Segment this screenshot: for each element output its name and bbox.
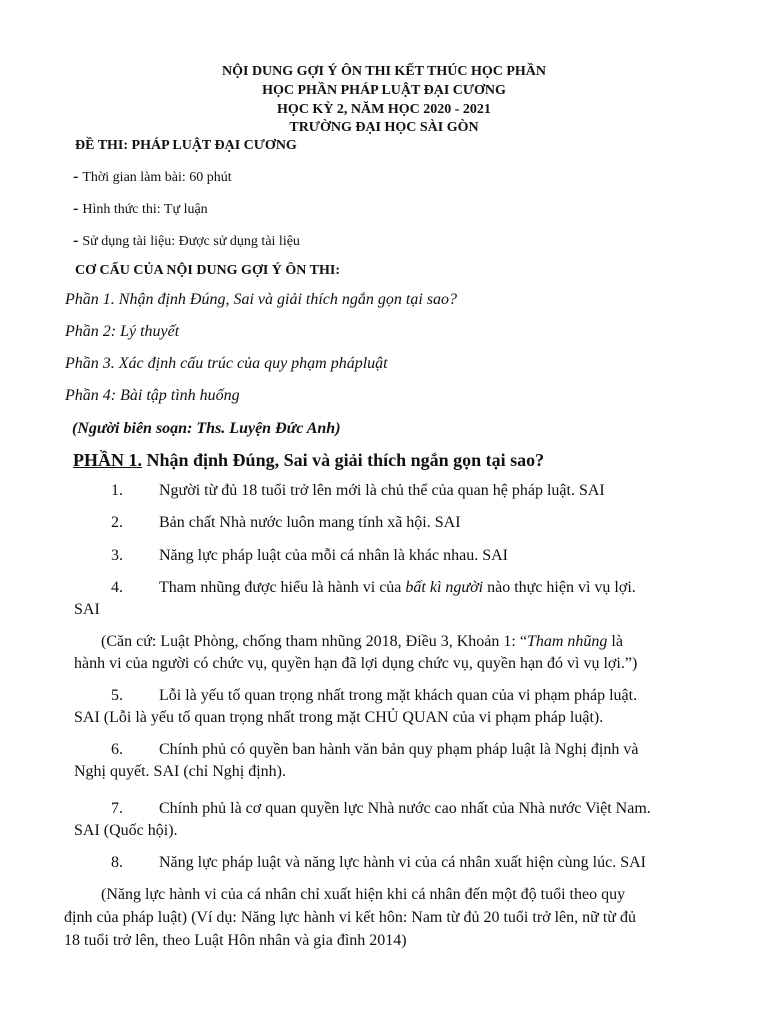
header-line-2: HỌC PHẦN PHÁP LUẬT ĐẠI CƯƠNG	[262, 83, 506, 98]
item-4-text-part: nào thực hiện vì vụ lợi.	[483, 579, 636, 596]
item-1-text: Người từ đủ 18 tuổi trở lên mới là chủ thể của quan hệ pháp luật. SAI	[159, 482, 605, 499]
item-7-text-line-2: SAI (Quốc hội).	[74, 822, 178, 839]
section-1-label: PHẦN 1.	[73, 450, 142, 470]
item-8-note-line-3: 18 tuổi trở lên, theo Luật Hôn nhân và gia đình 2014)	[64, 932, 407, 949]
item-4-emphasis: bất kì người	[405, 579, 484, 596]
item-number: 6.	[111, 741, 123, 758]
item-number: 3.	[111, 547, 123, 564]
item-8-note-line-1: (Năng lực hành vi của cá nhân chỉ xuất hiện khi cá nhân đến một độ tuổi theo quy	[101, 886, 626, 903]
item-number: 2.	[111, 514, 123, 531]
note-emphasis: Tham nhũng	[526, 633, 608, 650]
bullet-dash: -	[73, 232, 79, 249]
info-materials	[73, 232, 300, 250]
item-8-note-line-2: định của pháp luật) (Ví dụ: Năng lực hành vi kết hôn: Nam từ đủ 20 tuổi trở lên, nữ từ đủ	[64, 909, 636, 926]
structure-heading: CƠ CẤU CỦA NỘI DUNG GỢI Ý ÔN THI:	[75, 263, 340, 278]
item-8-text: Năng lực pháp luật và năng lực hành vi của cá nhân xuất hiện cùng lúc. SAI	[159, 854, 646, 871]
header-line-4: TRƯỜNG ĐẠI HỌC SÀI GÒN	[289, 120, 479, 135]
part-2: Phần 2: Lý thuyết	[65, 323, 180, 340]
item-number: 1.	[111, 482, 123, 499]
section-1-title: Nhận định Đúng, Sai và giải thích ngắn gọn tại sao?	[142, 450, 545, 470]
item-2-text: Bản chất Nhà nước luôn mang tính xã hội. SAI	[159, 514, 461, 531]
part-4: Phần 4: Bài tập tình huống	[65, 387, 240, 404]
note-text-part: là	[607, 633, 623, 650]
item-6-text-line-1: Chính phủ có quyền ban hành văn bản quy phạm pháp luật là Nghị định và	[159, 741, 639, 758]
section-1-heading	[73, 450, 544, 471]
info-materials-text: Sử dụng tài liệu: Được sử dụng tài liệu	[82, 234, 300, 249]
item-5-text-line-2: SAI (Lỗi là yếu tố quan trọng nhất trong mặt CHỦ QUAN của vi phạm pháp luật).	[74, 709, 604, 726]
note-text-part: (Căn cứ: Luật Phòng, chống tham nhũng 2018, Điều 3, Khoản 1: “	[101, 633, 527, 650]
info-format	[73, 200, 208, 218]
item-number: 4.	[111, 579, 123, 596]
bullet-dash: -	[73, 200, 79, 217]
part-3: Phần 3. Xác định cấu trúc của quy phạm phápluật	[65, 355, 388, 372]
item-3-text: Năng lực pháp luật của mỗi cá nhân là khác nhau. SAI	[159, 547, 508, 564]
author-credit: (Người biên soạn: Ths. Luyện Đức Anh)	[72, 420, 341, 437]
item-number: 8.	[111, 854, 123, 871]
item-6-text-line-2: Nghị quyết. SAI (chỉ Nghị định).	[74, 763, 286, 780]
item-4-note-line-1	[101, 633, 623, 651]
bullet-dash: -	[73, 168, 79, 185]
item-7-text-line-1: Chính phủ là cơ quan quyền lực Nhà nước cao nhất của Nhà nước Việt Nam.	[159, 800, 651, 817]
info-time-text: Thời gian làm bài: 60 phút	[82, 170, 232, 185]
header-line-3: HỌC KỲ 2, NĂM HỌC 2020 - 2021	[277, 102, 491, 117]
item-4-note-line-2: hành vi của người có chức vụ, quyền hạn đã lợi dụng chức vụ, quyền hạn đó vì vụ lợi.”)	[74, 655, 638, 672]
item-number: 5.	[111, 687, 123, 704]
part-1: Phần 1. Nhận định Đúng, Sai và giải thích ngắn gọn tại sao?	[65, 291, 457, 308]
item-4-text-part: Tham nhũng được hiểu là hành vi của	[159, 579, 406, 596]
header-line-1: NỘI DUNG GỢI Ý ÔN THI KẾT THÚC HỌC PHẦN	[222, 64, 546, 79]
item-number: 7.	[111, 800, 123, 817]
exam-title: ĐỀ THI: PHÁP LUẬT ĐẠI CƯƠNG	[75, 138, 297, 153]
item-4-verdict: SAI	[74, 601, 100, 618]
info-time	[73, 168, 232, 186]
info-format-text: Hình thức thi: Tự luận	[82, 202, 208, 217]
item-4-text	[159, 579, 636, 597]
item-5-text-line-1: Lỗi là yếu tố quan trọng nhất trong mặt khách quan của vi phạm pháp luật.	[159, 687, 638, 704]
